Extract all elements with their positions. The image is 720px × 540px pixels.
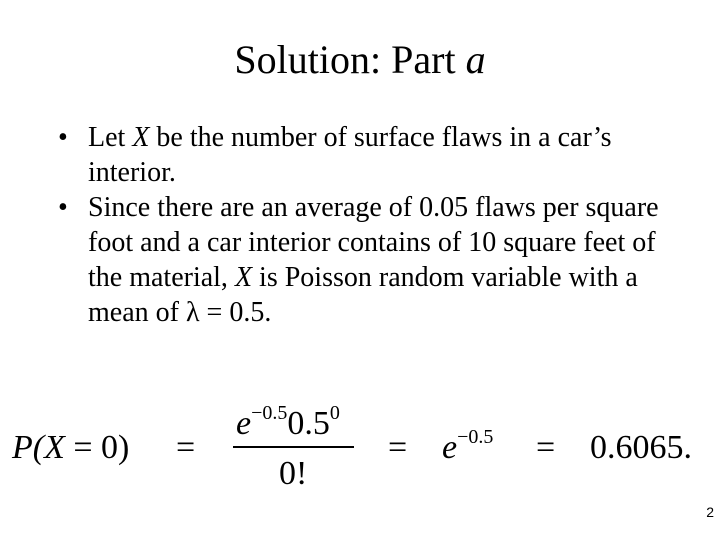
bullet-text-mid: is Poisson random variable with a mean of	[88, 262, 638, 328]
bullet-icon: •	[58, 122, 68, 153]
bullet-text-post: be the number of surface flaws in a car’s interior.	[88, 122, 612, 188]
bullet-text-pre: Let	[88, 122, 133, 153]
bullet-item-define-x	[58, 120, 678, 190]
bullet-text-pre: Since there are an average of 0.05 flaws per square foot and a car interior contains of 10 square feet of the material,	[88, 192, 659, 293]
bullet-icon: •	[58, 192, 68, 223]
bullet-text-post: = 0.5.	[199, 297, 272, 328]
variable-x: X	[132, 122, 150, 153]
fraction-bar	[233, 446, 354, 448]
poisson-formula	[0, 396, 720, 500]
formula-equals-1: =	[176, 429, 196, 466]
title-text: Solution: Part	[234, 37, 466, 82]
formula-exponential: $e^{-0.5}$	[442, 426, 494, 466]
bullet-item-poisson	[58, 190, 678, 330]
formula-equals-2: =	[388, 429, 408, 466]
lambda-symbol: λ	[185, 297, 200, 328]
bullet-list	[58, 120, 678, 330]
page-number: 2	[706, 504, 714, 520]
slide-title	[0, 36, 720, 84]
formula-numerator: $e^{-0.5}0.5^0$	[236, 402, 340, 442]
formula-denominator: 0!	[279, 455, 308, 492]
formula-equals-3: =	[536, 429, 556, 466]
title-part-letter: a	[465, 37, 486, 82]
variable-x: X	[234, 262, 253, 293]
formula-variable-x: X	[44, 429, 65, 466]
formula-result: 0.6065.	[590, 429, 692, 466]
formula-lhs: P(X = 0)	[12, 429, 130, 466]
